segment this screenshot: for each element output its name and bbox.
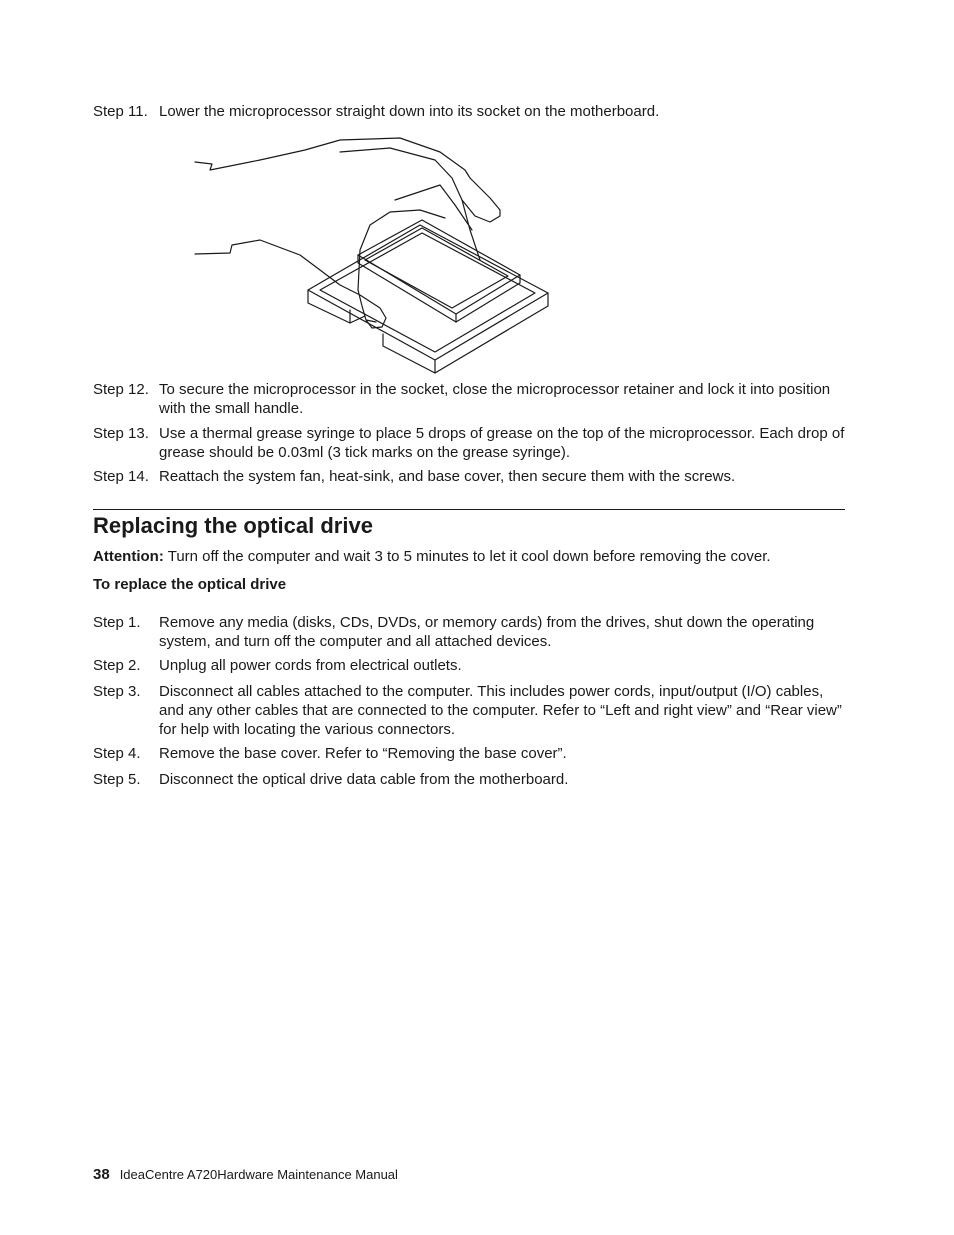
step-14 — [93, 467, 848, 486]
step-5 — [93, 770, 848, 789]
step-text: Disconnect all cables attached to the computer. This includes power cords, input/output (I/O) cables, and any other cables that are connected to the computer. Refer to “Left and right view” and “Rear view” for help with locating the various connectors. — [159, 683, 842, 738]
processor-outline — [358, 220, 520, 314]
attention-note — [93, 547, 853, 566]
step-text: To secure the microprocessor in the socket, close the microprocessor retainer and lock it into position with the small handle. — [159, 381, 831, 417]
step-number: Step 4. — [93, 745, 141, 762]
upper-hand — [195, 138, 500, 260]
page-footer — [93, 1166, 398, 1184]
step-number: Step 3. — [93, 683, 141, 700]
step-text: Disconnect the optical drive data cable from the motherboard. — [159, 771, 569, 788]
step-1 — [93, 613, 848, 651]
step-4 — [93, 744, 848, 763]
step-text: Lower the microprocessor straight down into its socket on the motherboard. — [159, 103, 660, 120]
step-text: Use a thermal grease syringe to place 5 drops of grease on the top of the microprocessor. Each drop of grease should be 0.03ml (3 tick marks on the grease syringe). — [159, 425, 845, 461]
step-text: Remove the base cover. Refer to “Removing the base cover”. — [159, 745, 567, 762]
section-divider — [93, 509, 845, 510]
lower-hand — [195, 240, 386, 328]
step-13 — [93, 424, 848, 462]
step-number: Step 12. — [93, 381, 149, 398]
procedure-title: To replace the optical drive — [93, 576, 287, 593]
attention-label: Attention: — [93, 548, 164, 565]
step-text: Unplug all power cords from electrical outlets. — [159, 657, 462, 674]
page-number: 38 — [93, 1166, 110, 1183]
attention-text: Turn off the computer and wait 3 to 5 minutes to let it cool down before removing the cover. — [163, 548, 771, 565]
step-3 — [93, 682, 848, 739]
step-number: Step 1. — [93, 614, 141, 631]
step-number: Step 13. — [93, 425, 149, 442]
step-number: Step 2. — [93, 657, 141, 674]
step-11 — [93, 102, 848, 121]
step-number: Step 11. — [93, 103, 148, 120]
step-12 — [93, 380, 848, 418]
step-2 — [93, 656, 848, 675]
section-heading: Replacing the optical drive — [93, 513, 373, 538]
step-text: Reattach the system fan, heat-sink, and base cover, then secure them with the screws. — [159, 468, 736, 485]
manual-title: IdeaCentre A720Hardware Maintenance Manual — [119, 1167, 398, 1182]
step-number: Step 5. — [93, 771, 141, 788]
socket-outline — [308, 225, 548, 360]
step-text: Remove any media (disks, CDs, DVDs, or memory cards) from the drives, shut down the operating system, and turn off the computer and all attached devices. — [159, 614, 815, 650]
step-number: Step 14. — [93, 468, 149, 485]
microprocessor-install-illustration — [190, 130, 560, 375]
